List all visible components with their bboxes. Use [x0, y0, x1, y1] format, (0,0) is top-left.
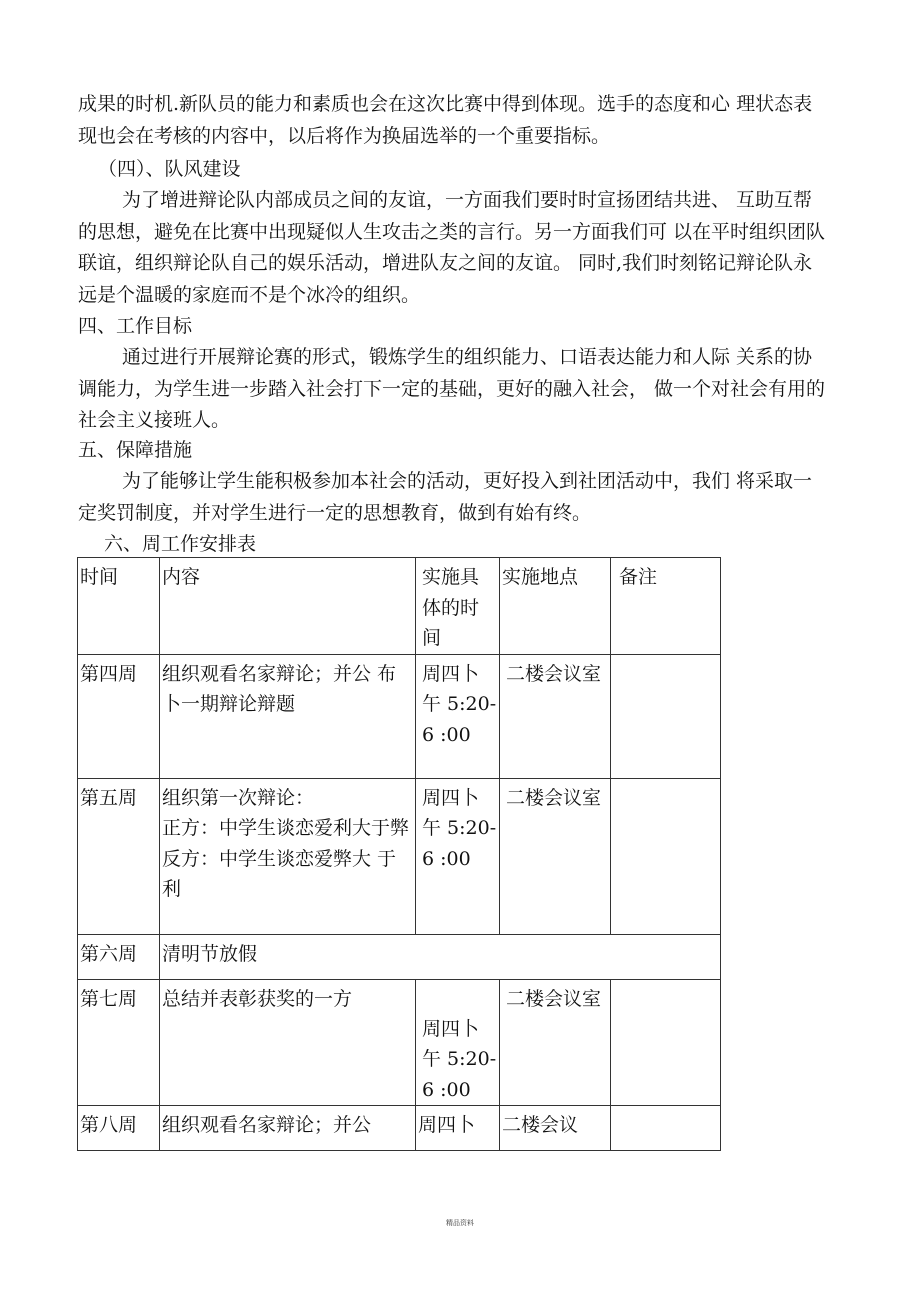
cell-note — [611, 979, 721, 1106]
cell-week: 第七周 — [78, 979, 160, 1106]
table-header-row — [78, 558, 721, 655]
cell-note — [611, 1106, 721, 1151]
header-cell-time: 实施具体的时间 — [416, 558, 500, 655]
cell-week: 第六周 — [78, 934, 160, 979]
heading-measures: 五、保障措施 — [78, 439, 193, 461]
cell-time: 周四卜午 5:20-6 :00 — [416, 979, 500, 1106]
cell-note — [611, 778, 721, 934]
cell-week: 第五周 — [78, 778, 160, 934]
cell-place: 二楼会议室 — [500, 654, 611, 778]
cell-week: 第八周 — [78, 1106, 160, 1151]
cell-content: 组织观看名家辩论；并公 — [160, 1106, 416, 1151]
header-cell-place: 实施地点 — [500, 558, 611, 655]
content-line: 正方：中学生谈恋爱利大于弊 — [162, 817, 410, 839]
cell-time: 周四卜午 5:20-6 :00 — [416, 654, 500, 778]
cell-time: 周四卜 — [416, 1106, 500, 1151]
cell-content: 总结并表彰获奖的一方 — [160, 979, 416, 1106]
cell-time: 周四卜午 5:20-6 :00 — [416, 778, 500, 934]
paragraph-assessment: 成果的时机.新队员的能力和素质也会在这次比赛中得到体现。选手的态度和心 理状态表现也会在考核的内容中，以后将作为换届选举的一个重要指标。 — [78, 93, 813, 147]
paragraph-work-goal: 通过进行开展辩论赛的形式，锻炼学生的组织能力、口语表达能力和人际 关系的协调能力，为学生进一步踏入社会打下一定的基础，更好的融入社会， 做一个对社会有用的社会主义接班人。 — [78, 346, 826, 431]
cell-content: 组织观看名家辩论；并公 布卜一期辩论辩题 — [160, 654, 416, 778]
content-line: 组织第一次辩论： — [162, 786, 315, 809]
header-cell-content: 内容 — [160, 558, 416, 655]
table-row — [78, 654, 721, 778]
cell-note — [611, 654, 721, 778]
content-line: 反方：中学生谈恋爱弊大 于利 — [162, 847, 397, 900]
cell-week: 第四周 — [78, 654, 160, 778]
paragraph-team-style: 为了增进辩论队内部成员之间的友谊，一方面我们要时时宣扬团结共进、 互助互帮的思想，避免在比赛中出现疑似人生攻击之类的言行。另一方面我们可 以在平时组织团队联谊，组织辩论队自己的娱乐活动，增进队友之间的友谊。 同时,我们时刻铭记辩论队永远是个温暖的家庭而不是个冰冷的组织。 — [78, 189, 826, 306]
table-row — [78, 778, 721, 934]
table-row — [78, 934, 721, 979]
cell-content: 清明节放假 — [160, 934, 721, 979]
header-cell-note: 备注 — [611, 558, 721, 655]
weekly-schedule-table — [77, 557, 721, 1151]
header-cell-week: 时间 — [78, 558, 160, 655]
heading-work-goal: 四、工作目标 — [78, 315, 193, 337]
heading-team-style: （四）、队风建设 — [98, 158, 241, 180]
cell-place: 二楼会议室 — [500, 778, 611, 934]
cell-place: 二楼会议 — [500, 1106, 611, 1151]
page-footer: 精品资料 — [446, 1219, 474, 1227]
paragraph-measures: 为了能够让学生能积极参加本社会的活动，更好投入到社团活动中，我们 将采取一定奖罚制度，并对学生进行一定的思想教育，做到有始有终。 — [78, 470, 813, 524]
table-row — [78, 1106, 721, 1151]
table-row — [78, 979, 721, 1106]
cell-content — [160, 778, 416, 934]
heading-weekly-schedule: 六、周工作安排表 — [104, 533, 257, 555]
cell-place: 二楼会议室 — [500, 979, 611, 1106]
